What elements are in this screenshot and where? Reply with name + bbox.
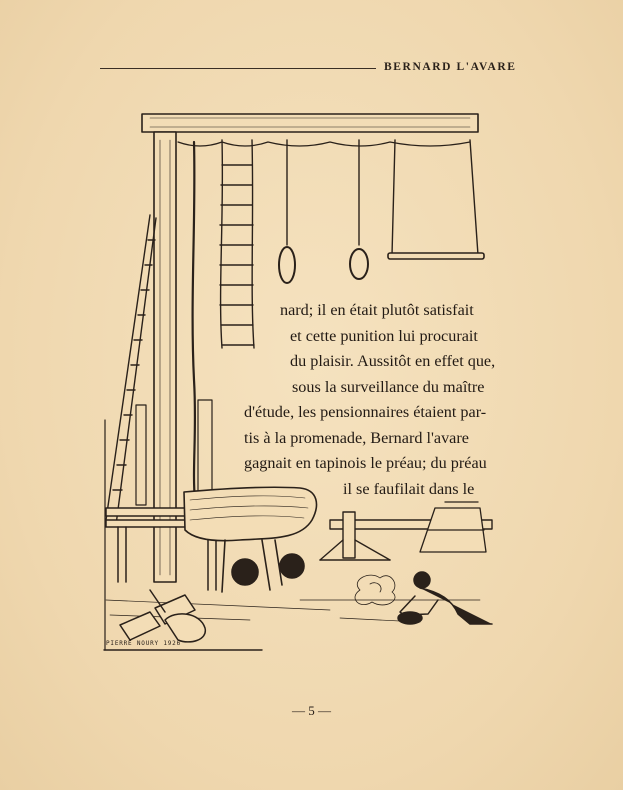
- text-line: d'étude, les pensionnaires étaient par-: [244, 403, 487, 421]
- text-line: tis à la promenade, Bernard l'avare: [244, 428, 469, 447]
- text-line: sous la surveillance du maître: [292, 377, 485, 396]
- page-number: — 5 —: [292, 703, 331, 718]
- text-line: du plaisir. Aussitôt en effet que,: [290, 352, 496, 370]
- illustrator-signature: PIERRE NOURY 1926: [106, 640, 182, 647]
- body-text: [200, 298, 515, 502]
- running-head: BERNARD L'AVARE: [384, 61, 517, 73]
- text-line: nard; il en était plutôt satisfait: [280, 301, 474, 319]
- text-line: il se faufilait dans le: [343, 479, 475, 498]
- text-line: gagnait en tapinois le préau; du préau: [244, 454, 487, 472]
- text-line: et cette punition lui procurait: [290, 326, 478, 345]
